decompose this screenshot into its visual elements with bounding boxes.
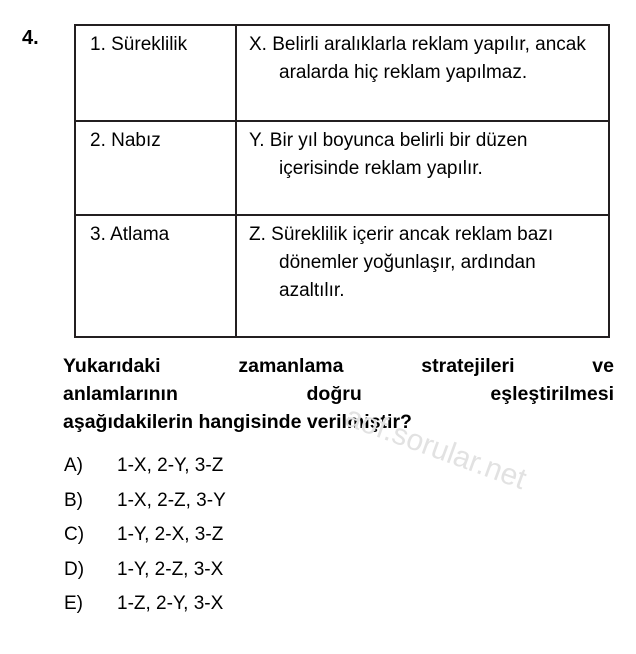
definition-text <box>237 216 608 335</box>
definition-body: Süreklilik içerir ancak reklam bazı dönemler yoğunlaşır, ardından azaltılır. <box>271 224 554 301</box>
table-cell-definition <box>236 215 609 337</box>
question-number: 4. <box>22 27 39 49</box>
table-row <box>75 25 609 121</box>
table-cell-term <box>75 25 236 121</box>
option-letter: C) <box>64 524 85 545</box>
table-cell-term <box>75 215 236 337</box>
answer-options <box>64 455 464 628</box>
table-cell-term <box>75 121 236 215</box>
table-cell-definition <box>236 25 609 121</box>
definition-body: Bir yıl boyunca belirli bir düzen içerisinde reklam yapılır. <box>269 130 528 179</box>
definition-text <box>237 122 608 213</box>
option-letter: A) <box>64 455 83 476</box>
option-text: 1-X, 2-Z, 3-Y <box>117 489 226 511</box>
option-letter: E) <box>64 593 83 614</box>
term-text: 1. Süreklilik <box>90 34 188 55</box>
option-a[interactable] <box>64 455 464 490</box>
option-text: 1-Y, 2-X, 3-Z <box>117 524 224 545</box>
option-e[interactable] <box>64 593 464 628</box>
option-b[interactable] <box>64 490 464 525</box>
definition-label: X. <box>249 34 267 55</box>
prompt-line: anlamlarının doğru eşleştirilmesi <box>63 383 614 405</box>
definition-body: Belirli aralıklarla reklam yapılır, ancak aralarda hiç reklam yapılmaz. <box>272 34 586 83</box>
option-text: 1-X, 2-Y, 3-Z <box>117 455 224 476</box>
table-row <box>75 215 609 337</box>
definition-label: Z. <box>249 224 266 245</box>
definition-text <box>237 26 608 119</box>
prompt-line: Yukarıdaki zamanlama stratejileri ve <box>63 355 614 377</box>
option-d[interactable] <box>64 559 464 594</box>
term-text: 3. Atlama <box>90 224 170 245</box>
option-c[interactable] <box>64 524 464 559</box>
term-text: 2. Nabız <box>90 130 161 151</box>
question-prompt <box>63 352 614 436</box>
prompt-line: aşağıdakilerin hangisinde verilmiştir? <box>63 411 412 433</box>
definition-label: Y. <box>249 130 265 151</box>
option-letter: D) <box>64 558 85 580</box>
matching-table <box>74 24 610 338</box>
table-row <box>75 121 609 215</box>
table-cell-definition <box>236 121 609 215</box>
site-watermark-diagonal: aof.sorular.net <box>340 400 531 497</box>
option-letter: B) <box>64 489 83 511</box>
option-text: 1-Y, 2-Z, 3-X <box>117 558 224 580</box>
option-text: 1-Z, 2-Y, 3-X <box>117 593 224 614</box>
site-watermark-vertical <box>0 560 1 647</box>
